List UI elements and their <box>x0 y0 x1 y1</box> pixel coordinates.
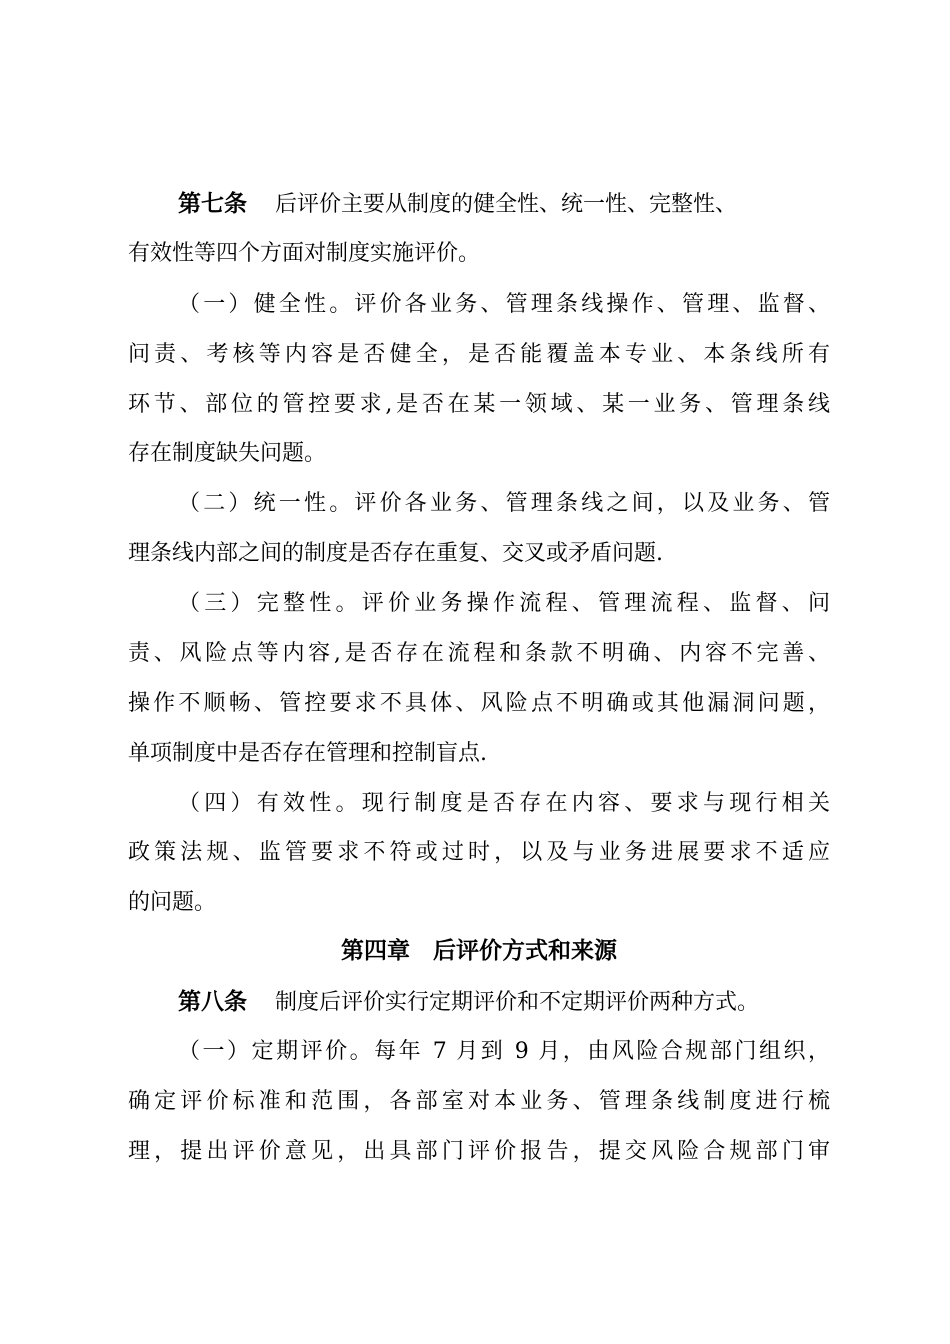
article-7-line-2: 有效性等四个方面对制度实施评价。 <box>128 241 481 266</box>
article-7-text-1: 后评价主要从制度的健全性、统一性、完整性、 <box>275 192 738 217</box>
item-3-line-2: 责、风险点等内容,是否存在流程和条款不明确、内容不完善、 <box>128 641 830 666</box>
item-3-line-4: 单项制度中是否存在管理和控制盲点. <box>128 741 487 766</box>
item-4-line-2: 政策法规、监管要求不符或过时，以及与业务进展要求不适应 <box>128 840 830 865</box>
item-3-line-1: （三）完整性。评价业务操作流程、管理流程、监督、问 <box>178 591 830 616</box>
item-3-line-3: 操作不顺畅、管控要求不具体、风险点不明确或其他漏洞问题， <box>128 691 830 716</box>
item-4-line-1: （四）有效性。现行制度是否存在内容、要求与现行相关 <box>178 791 830 816</box>
item-1-line-3: 环节、部位的管控要求,是否在某一领域、某一业务、管理条线 <box>128 392 830 417</box>
item-8-1-line-1: （一）定期评价。每年 7 月到 9 月，由风险合规部门组织， <box>178 1039 830 1064</box>
article-8-label: 第八条 <box>178 989 247 1015</box>
item-2-line-1: （二）统一性。评价各业务、管理条线之间，以及业务、管 <box>178 491 830 516</box>
item-8-1-line-2: 确定评价标准和范围，各部室对本业务、管理条线制度进行梳 <box>128 1089 830 1114</box>
item-2-line-2: 理条线内部之间的制度是否存在重复、交叉或矛盾问题. <box>128 541 663 566</box>
article-7-label: 第七条 <box>178 191 247 217</box>
article-8-text: 制度后评价实行定期评价和不定期评价两种方式。 <box>275 990 760 1015</box>
item-1-line-4: 存在制度缺失问题。 <box>128 441 327 466</box>
article-7-line-1 <box>178 187 830 221</box>
item-8-1-line-3: 理，提出评价意见，出具部门评价报告，提交风险合规部门审 <box>128 1139 830 1164</box>
article-8-line-1 <box>178 985 830 1019</box>
item-1-line-1: （一）健全性。评价各业务、管理条线操作、管理、监督、 <box>178 292 830 317</box>
item-1-line-2: 问责、考核等内容是否健全，是否能覆盖本专业、本条线所有 <box>128 342 830 367</box>
item-4-line-3: 的问题。 <box>128 890 217 915</box>
chapter-heading: 第四章 后评价方式和来源 <box>341 938 617 964</box>
